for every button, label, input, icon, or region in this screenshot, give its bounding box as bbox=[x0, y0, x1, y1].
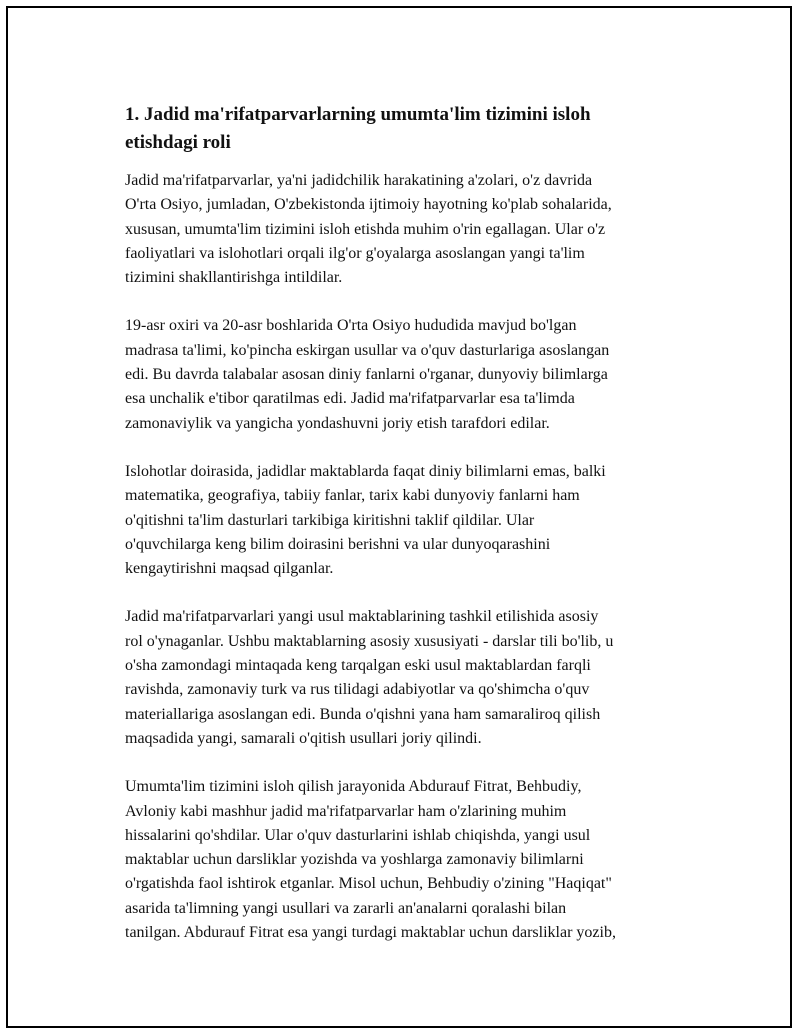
text-line: rol o'ynaganlar. Ushbu maktablarning asosiy xususiyati - darslar tili bo'lib, u bbox=[125, 632, 614, 650]
text-line: matematika, geografiya, tabiiy fanlar, tarix kabi dunyoviy fanlarni ham bbox=[125, 487, 580, 505]
text-line: o'sha zamondagi mintaqada keng tarqalgan eski usul maktablardan farqli bbox=[125, 657, 591, 675]
paragraph bbox=[125, 605, 695, 751]
text-line: 19-asr oxiri va 20-asr boshlarida O'rta Osiyo hududida mavjud bo'lgan bbox=[125, 317, 577, 335]
text-line: maqsadida yangi, samarali o'qitish usullari joriy qilindi. bbox=[125, 729, 482, 747]
text-line: materiallariga asoslangan edi. Bunda o'qishni yana ham samaraliroq qilish bbox=[125, 705, 601, 723]
text-line: edi. Bu davrda talabalar asosan diniy fanlarni o'rganar, dunyoviy bilimlarga bbox=[125, 366, 608, 384]
text-line: ravishda, zamonaviy turk va rus tilidagi adabiyotlar va qo'shimcha o'quv bbox=[125, 681, 590, 699]
text-line: Avloniy kabi mashhur jadid ma'rifatparvarlar ham o'zlarining muhim bbox=[125, 802, 567, 820]
text-line: o'qitishni ta'lim dasturlari tarkibiga kiritishni taklif qildilar. Ular bbox=[125, 511, 535, 529]
text-line: hissalarini qo'shdilar. Ular o'quv dasturlarini ishlab chiqishda, yangi usul bbox=[125, 826, 591, 844]
text-line: Jadid ma'rifatparvarlar, ya'ni jadidchilik harakatining a'zolari, o'z davrida bbox=[125, 172, 593, 189]
paragraph bbox=[125, 314, 695, 435]
text-line: xususan, umumta'lim tizimini isloh etishda muhim o'rin egallagan. Ular o'z bbox=[125, 220, 606, 238]
text-line: tizimini shakllantirishga intildilar. bbox=[125, 269, 343, 287]
paragraph bbox=[125, 460, 695, 581]
text-line: zamonaviylik va yangicha yondashuvni joriy etish tarafdori edilar. bbox=[125, 414, 550, 432]
text-line: kengaytirishni maqsad qilganlar. bbox=[125, 560, 334, 578]
text-line: maktablar uchun darsliklar yozishda va yoshlarga zamonaviy bilimlarni bbox=[125, 851, 584, 869]
text-line: Jadid ma'rifatparvarlari yangi usul maktablarining tashkil etilishida asosiy bbox=[125, 608, 599, 626]
heading-line: 1. Jadid ma'rifatparvarlarning umumta'lim tizimini isloh bbox=[125, 104, 591, 125]
heading-line: etishdagi roli bbox=[125, 132, 231, 153]
text-line: esa unchalik e'tibor qaratilmas edi. Jadid ma'rifatparvarlar esa ta'limda bbox=[125, 390, 575, 408]
paragraph bbox=[125, 775, 695, 945]
text-line: tanilgan. Abdurauf Fitrat esa yangi turdagi maktablar uchun darsliklar yozib, bbox=[125, 924, 616, 942]
text-line: Umumta'lim tizimini isloh qilish jarayonida Abdurauf Fitrat, Behbudiy, bbox=[125, 778, 582, 796]
text-line: Islohotlar doirasida, jadidlar maktablarda faqat diniy bilimlarni emas, balki bbox=[125, 462, 606, 480]
text-line: madrasa ta'limi, ko'pincha eskirgan usullar va o'quv dasturlariga asoslangan bbox=[125, 341, 610, 359]
text-line: o'quvchilarga keng bilim doirasini berishni va ular dunyoqarashini bbox=[125, 535, 551, 553]
text-line: O'rta Osiyo, jumladan, O'zbekistonda ijtimoiy hayotning ko'plab sohalarida, bbox=[125, 196, 612, 214]
paragraph bbox=[125, 169, 695, 290]
page-frame bbox=[6, 6, 792, 1028]
document-body bbox=[125, 101, 695, 969]
text-line: o'rgatishda faol ishtirok etganlar. Misol uchun, Behbudiy o'zining "Haqiqat" bbox=[125, 875, 612, 893]
text-line: faoliyatlari va islohotlari orqali ilg'or g'oyalarga asoslangan yangi ta'lim bbox=[125, 244, 585, 262]
section-heading bbox=[125, 101, 695, 157]
text-line: asarida ta'limning yangi usullari va zararli an'analarni qoralashi bilan bbox=[125, 899, 567, 917]
